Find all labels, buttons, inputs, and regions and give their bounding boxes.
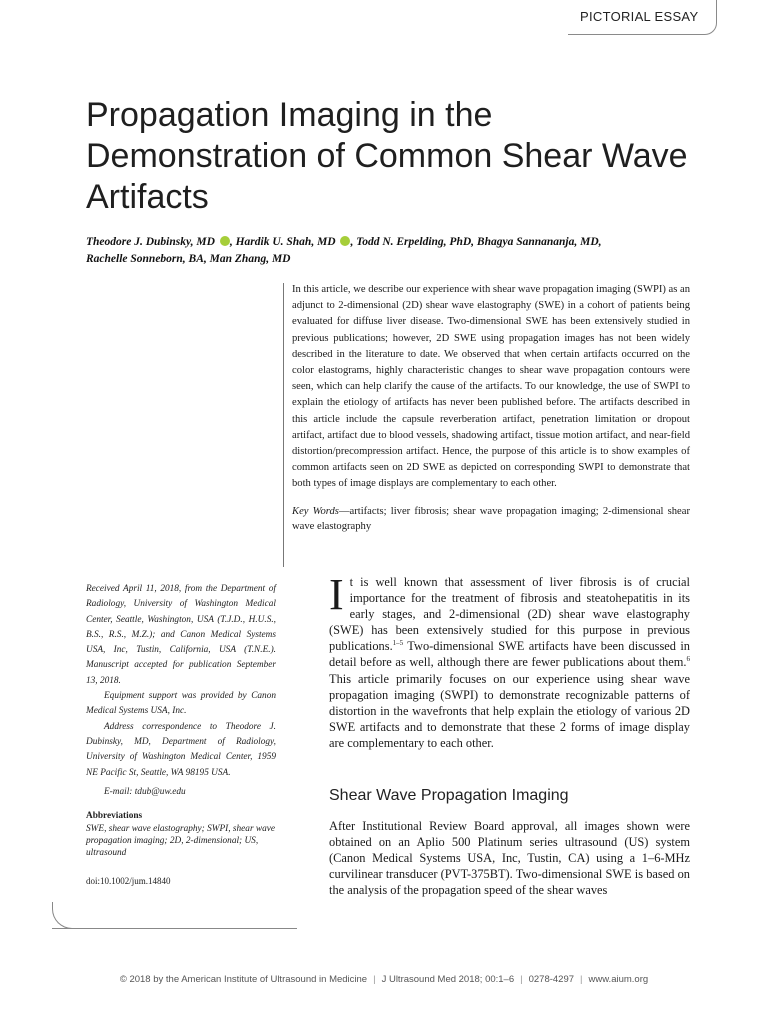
author-list: Theodore J. Dubinsky, MD , Hardik U. Shah, MD , Todd N. Erpelding, PhD, Bhagya Sannananja, MD, Rachelle Sonneborn, BA, Man Zhang, MD bbox=[86, 236, 602, 265]
abstract-text: In this article, we describe our experience with shear wave propagation imaging (SWPI) as an adjunct to 2-dimensional (2D) shear wave elastography (SWE) in a cohort of patients being evaluated for diffuse liver disease. Two-dimensional SWE has been extensively studied in previous publications; however, 2D SWE using propagation images has not been widely described in the literature to date. We observed that when certain artifacts occurred on the color elastograms, highly characteristic changes to shear wave propagation contours were seen, which can help clarify the cause of the artifacts. To our knowledge, the use of SWPI to explain the etiology of artifacts has never been published before. The artifacts described in this article include the capsule reverberation artifact, penetration limitation or dropout artifact, artifact due to blood vessels, shadowing artifact, tissue motion artifact, and near-field distortion/precompression artifact. Hence, the purpose of this article is to show examples of common artifacts seen on 2D SWE as depicted on corresponding SWPI to demonstrate that both types of image displays are complementary to each other. bbox=[292, 284, 691, 490]
orcid-icon[interactable] bbox=[220, 236, 230, 246]
author-name: Hardik U. Shah, MD bbox=[235, 236, 336, 248]
copyright-text: © 2018 by the American Institute of Ultrasound in Medicine bbox=[119, 974, 368, 985]
sidebar-corner-line bbox=[52, 902, 77, 929]
essay-type-label: PICTORIAL ESSAY bbox=[580, 9, 699, 24]
article-info-sidebar bbox=[86, 582, 276, 887]
author-name: Rachelle Sonneborn, BA, Man Zhang, MD bbox=[86, 253, 291, 265]
correspondence-note: Address correspondence to Theodore J. Dubinsky, MD, Department of Radiology, University of Washington Medical Center, 1959 NE Pacific St, Seattle, WA 98195 USA. bbox=[86, 721, 276, 778]
equipment-note: Equipment support was provided by Canon Medical Systems USA, Inc. bbox=[86, 691, 276, 717]
section-paragraph: After Institutional Review Board approval, all images shown were obtained on an Aplio 500 Platinum series ultrasound (US) system (Canon Medical Systems USA, Inc, Tustin, CA) using a 1–6-MHz curvilinear transducer (PVT-375BT). Two-dimensional SWE is based on the analysis of the propagation speed of the shear waves bbox=[329, 819, 690, 898]
article-title: Propagation Imaging in the Demonstration of Common Shear Wave Artifacts bbox=[86, 96, 688, 216]
email-link[interactable]: E-mail: tdub@uw.edu bbox=[104, 786, 186, 797]
abbreviations-heading: Abbreviations bbox=[86, 811, 143, 822]
reference-citation[interactable]: 1–5 bbox=[392, 639, 404, 648]
author-name: Theodore J. Dubinsky, MD bbox=[86, 236, 215, 248]
article-body bbox=[329, 570, 690, 899]
issn: 0278-4297 bbox=[528, 974, 575, 985]
reference-citation[interactable]: 6 bbox=[686, 655, 690, 664]
section-heading: Shear Wave Propagation Imaging bbox=[329, 787, 569, 805]
drop-cap: I bbox=[329, 570, 344, 619]
keywords-label: Key Words bbox=[292, 505, 339, 517]
keywords bbox=[292, 504, 690, 534]
keywords-dash: — bbox=[338, 505, 350, 517]
keywords-text: artifacts; liver fibrosis; shear wave propagation imaging; 2-dimensional shear wave elastography bbox=[292, 505, 690, 532]
abbreviations-list: SWE, shear wave elastography; SWPI, shear wave propagation imaging; 2D, 2-dimensional; US, ultrasound bbox=[86, 824, 275, 859]
abstract-divider bbox=[283, 283, 284, 567]
abstract bbox=[292, 282, 690, 534]
journal-citation: J Ultrasound Med 2018; 00:1–6 bbox=[381, 974, 515, 985]
website-link[interactable]: www.aium.org bbox=[588, 974, 649, 985]
page-footer: © 2018 by the American Institute of Ultrasound in Medicine | J Ultrasound Med 2018; 00:1–6 | 0278-4297 | www.aium.org bbox=[119, 974, 649, 985]
intro-text: This article primarily focuses on our experience using shear wave propagation imaging (SWPI) to demonstrate recognizable patterns of distortion in the wavefronts that help explain the etiology of various 2D SWE artifacts and to demonstrate that these 2 forms of image display are complementary to each other. bbox=[329, 671, 690, 750]
author-name: Todd N. Erpelding, PhD, Bhagya Sannananja, MD, bbox=[356, 236, 602, 248]
doi-link[interactable]: doi:10.1002/jum.14840 bbox=[86, 876, 171, 887]
orcid-icon[interactable] bbox=[340, 236, 350, 246]
intro-paragraph bbox=[329, 570, 690, 751]
intro-text: t is well known that assessment of liver fibrosis is of crucial importance for the treatment of fibrosis and steatohepatitis in its early stages, and 2-dimensional (2D) shear wave elastography (SWE) has been extensively studied for this purpose in previous publications. bbox=[329, 575, 690, 654]
received-note: Received April 11, 2018, from the Department of Radiology, University of Washington Medical Center, Seattle, Washington, USA (T.J.D., H.U.S., B.S., R.S., M.Z.); and Canon Medical Systems USA, Inc, Tustin, California, USA (T.N.E.). Manuscript accepted for publication September 13, 2018. bbox=[86, 584, 276, 686]
sidebar-bottom-line bbox=[52, 928, 297, 929]
intro-text: Two-dimensional SWE artifacts have been discussed in detail before as well, although there are fewer publications about them. bbox=[329, 639, 690, 670]
